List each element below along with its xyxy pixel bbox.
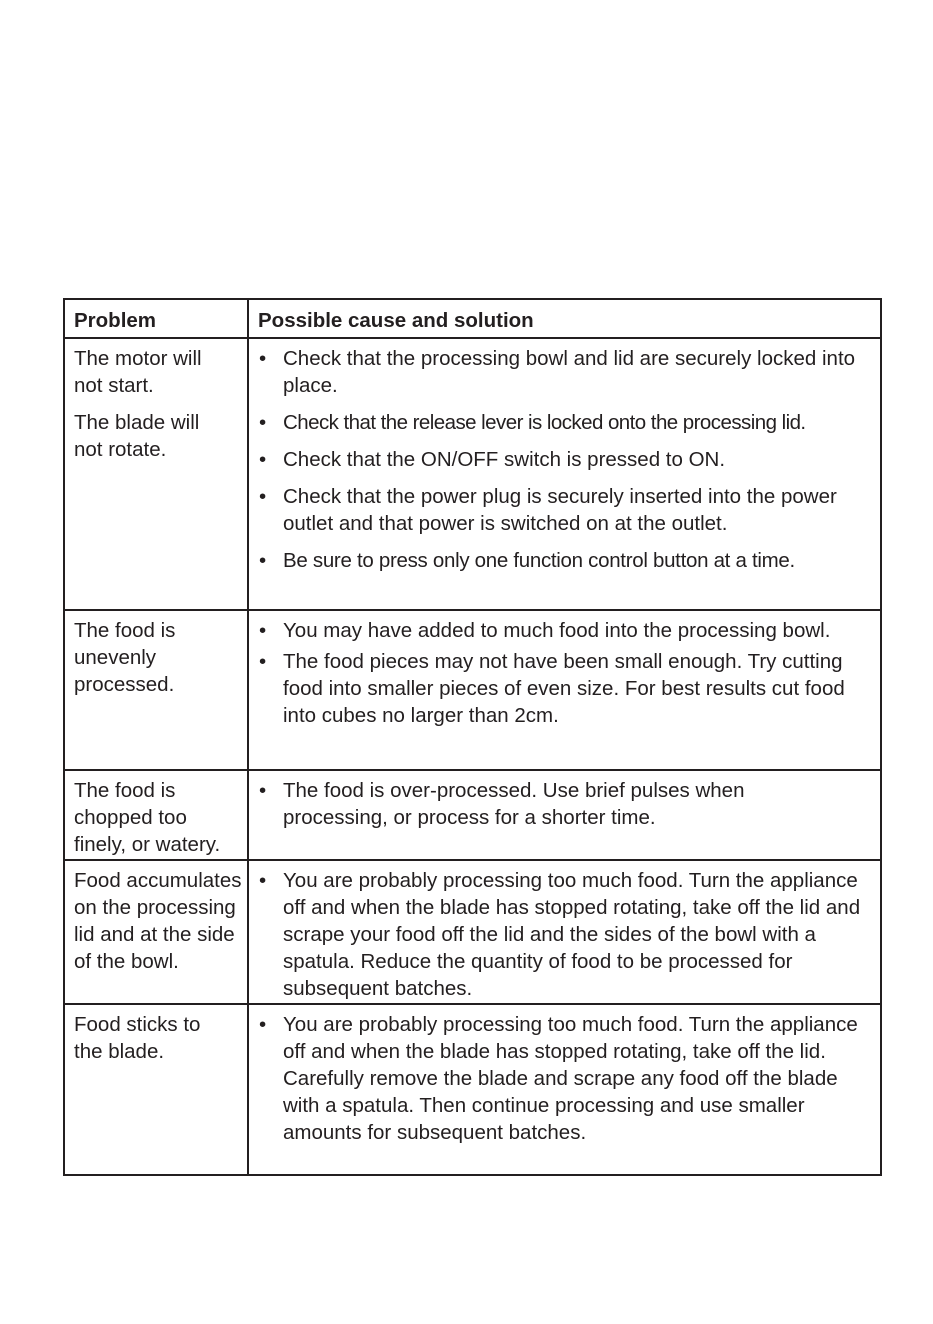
bullet-icon: • <box>259 347 267 370</box>
problem-cell <box>65 771 249 859</box>
solution-text: You are probably processing too much food. Turn the appliance off and when the blade has stopped rotating, take off the lid and scrape your food off the lid and the sides of the bowl with a spatula. Reduce the quantity of food to be processed for subsequent batches. <box>283 869 861 1000</box>
solution-list <box>258 617 872 729</box>
list-item <box>258 409 872 436</box>
solution-cell <box>249 611 880 769</box>
problem-cell <box>65 1005 249 1174</box>
table-row <box>65 337 880 609</box>
problem-text: Food accumulates on the processing lid and at the side of the bowl. <box>74 869 242 973</box>
table-row <box>65 609 880 769</box>
solution-text: Be sure to press only one function control button at a time. <box>283 549 795 572</box>
header-problem: Problem <box>65 300 249 337</box>
bullet-icon: • <box>259 1013 267 1036</box>
solution-text: Check that the release lever is locked onto the processing lid. <box>283 411 806 434</box>
problem-cell <box>65 611 249 769</box>
solution-text: Check that the processing bowl and lid are securely locked into place. <box>283 347 856 397</box>
bullet-icon: • <box>259 779 267 802</box>
problem-text: The blade will not rotate. <box>74 411 200 461</box>
solution-cell <box>249 1005 880 1174</box>
bullet-icon: • <box>259 650 267 673</box>
bullet-icon: • <box>259 411 267 434</box>
list-item <box>258 446 872 473</box>
list-item <box>258 483 872 537</box>
bullet-icon: • <box>259 869 267 892</box>
list-item <box>258 867 872 1002</box>
problem-cell <box>65 339 249 609</box>
solution-text: You are probably processing too much food. Turn the appliance off and when the blade has stopped rotating, take off the lid. Carefully remove the blade and scrape any food off the blade with a spatula. Then continue processing and use smaller amounts for subsequent batches. <box>283 1013 858 1144</box>
table-header-row <box>65 300 880 337</box>
problem-text: The food is unevenly processed. <box>74 619 176 696</box>
solution-text: Check that the ON/OFF switch is pressed to ON. <box>283 448 726 471</box>
list-item <box>258 1011 872 1146</box>
solution-list <box>258 777 872 831</box>
table-row <box>65 859 880 1003</box>
problem-text: The food is chopped too finely, or watery. <box>74 779 221 856</box>
problem-cell <box>65 861 249 1003</box>
solution-text: The food is over-processed. Use brief pulses when processing, or process for a shorter time. <box>283 779 745 829</box>
problem-text: The motor will not start. <box>74 347 202 397</box>
solution-cell <box>249 861 880 1003</box>
table-row <box>65 769 880 859</box>
solution-text: The food pieces may not have been small enough. Try cutting food into smaller pieces of even size. For best results cut food into cubes no larger than 2cm. <box>283 650 845 727</box>
list-item <box>258 547 872 574</box>
bullet-icon: • <box>259 485 267 508</box>
bullet-icon: • <box>259 619 267 642</box>
troubleshooting-table <box>63 298 882 1176</box>
solution-list <box>258 1011 872 1146</box>
solution-text: You may have added to much food into the processing bowl. <box>283 619 831 642</box>
table-row <box>65 1003 880 1174</box>
list-item <box>258 648 872 729</box>
solution-text: Check that the power plug is securely inserted into the power outlet and that power is switched on at the outlet. <box>283 485 837 535</box>
solution-list <box>258 345 872 574</box>
list-item <box>258 617 872 644</box>
bullet-icon: • <box>259 448 267 471</box>
solution-list <box>258 867 872 1002</box>
header-solution: Possible cause and solution <box>258 309 534 332</box>
solution-cell <box>249 771 880 859</box>
solution-cell <box>249 339 880 609</box>
bullet-icon: • <box>259 549 267 572</box>
problem-text: Food sticks to the blade. <box>74 1013 201 1063</box>
list-item <box>258 345 872 399</box>
list-item <box>258 777 872 831</box>
